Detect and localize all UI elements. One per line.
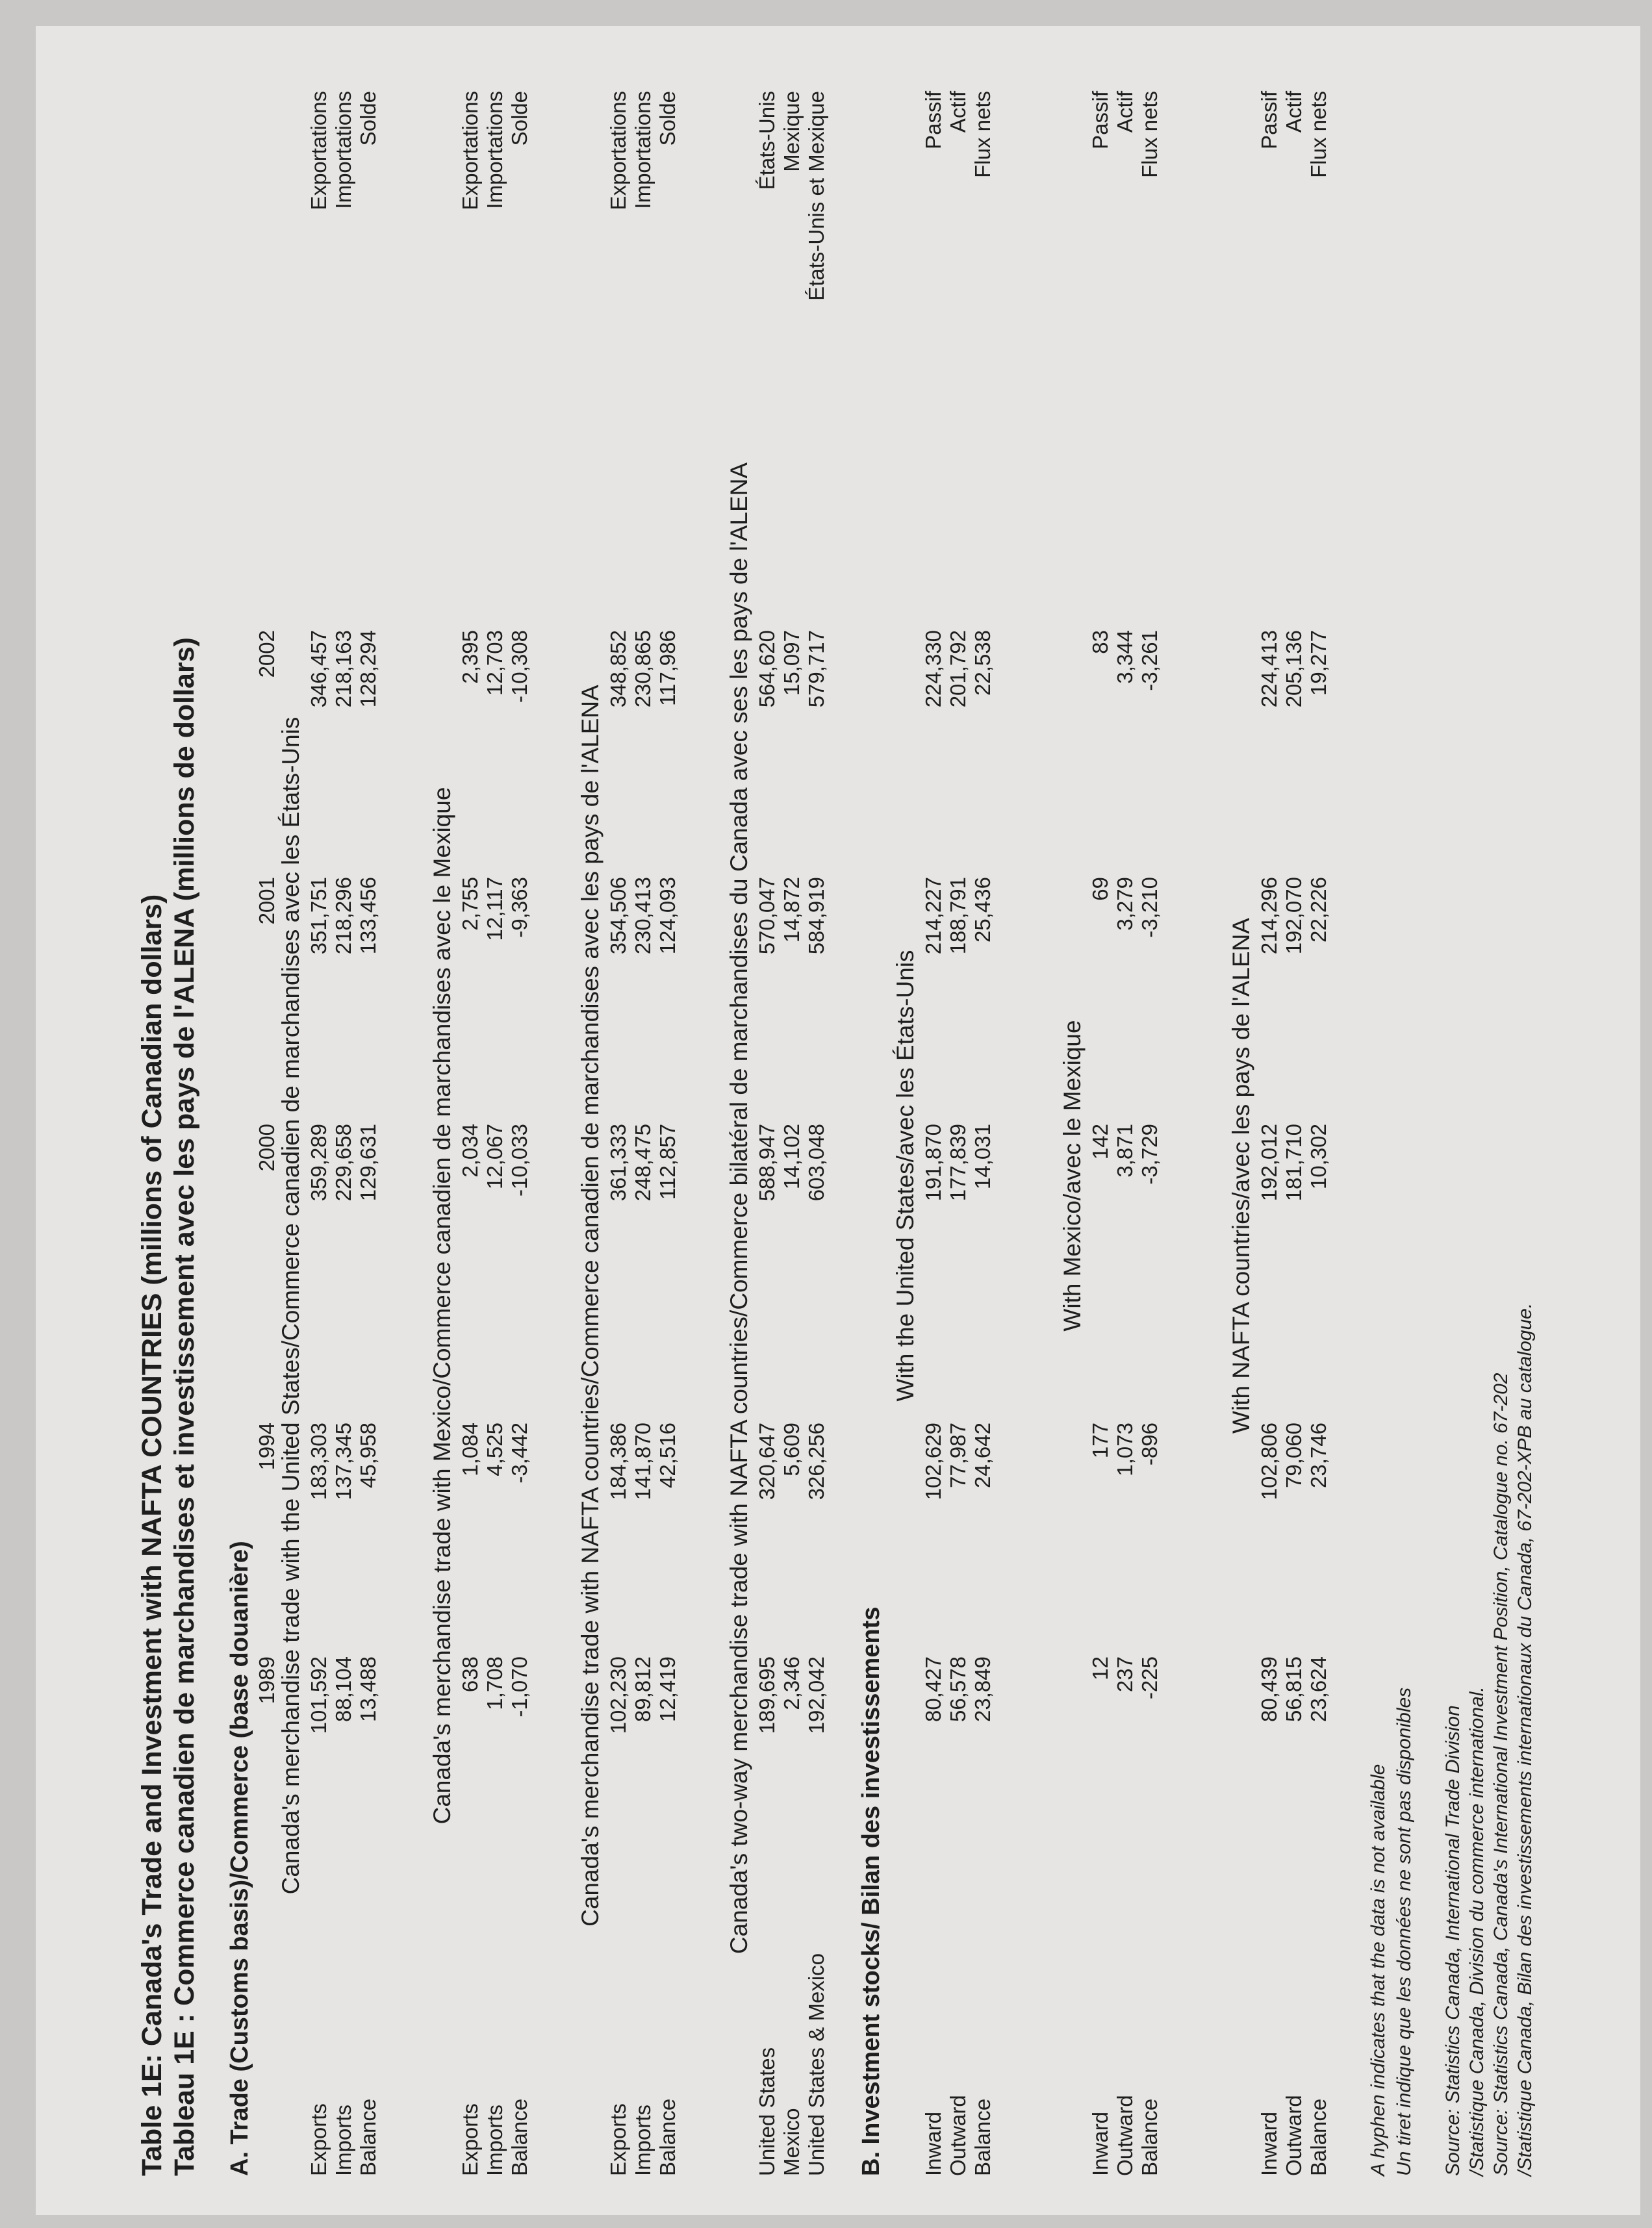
row-label-en: Mexico	[780, 2108, 804, 2176]
cell: 124,093	[655, 877, 680, 955]
cell: 142	[1088, 1124, 1112, 1160]
row-label-en: Outward	[946, 2095, 970, 2176]
cell: 348,852	[606, 630, 630, 708]
footnote-fr: Un tiret indique que les données ne sont pas disponibles	[1393, 1687, 1415, 2176]
block-heading: Canada's merchandise trade with NAFTA countries/Commerce canadien de marchandises avec les pays de l'ALENA	[577, 685, 604, 1927]
row-label-fr: Exportations	[606, 91, 630, 210]
table-row	[780, 45, 804, 2215]
footnote-en: A hyphen indicates that the data is not available	[1367, 1764, 1389, 2176]
cell: 69	[1088, 877, 1112, 901]
cell: 351,751	[307, 877, 331, 955]
cell: 237	[1113, 1656, 1137, 1693]
block-heading: With NAFTA countries/avec les pays de l'ALENA	[1228, 918, 1254, 1434]
table-row	[1088, 45, 1113, 2215]
cell: 112,857	[655, 1124, 680, 1200]
row-label-fr: Passif	[921, 91, 945, 149]
cell: 603,048	[804, 1124, 828, 1202]
table-row	[804, 45, 829, 2215]
cell: -3,261	[1137, 630, 1162, 691]
cell: 12,117	[483, 877, 507, 941]
year-2002: 2002	[255, 630, 279, 678]
table-row	[1137, 45, 1162, 2215]
cell: 80,427	[921, 1656, 945, 1722]
row-label-fr: États-Unis et Mexique	[804, 91, 828, 301]
cell: 23,746	[1306, 1423, 1330, 1488]
table-row	[356, 45, 381, 2215]
row-label-en: Balance	[356, 2098, 380, 2176]
cell: 588,947	[755, 1124, 779, 1202]
cell: 2,346	[780, 1656, 804, 1710]
row-label-fr: Importations	[331, 91, 355, 209]
cell: 141,870	[631, 1423, 655, 1500]
cell: 137,345	[331, 1423, 355, 1500]
year-2001: 2001	[255, 877, 279, 925]
row-label-fr: Flux nets	[1306, 91, 1330, 178]
row-label-en: United States & Mexico	[804, 1953, 828, 2176]
trade-block-mexico	[429, 45, 539, 2215]
cell: 359,289	[307, 1124, 331, 1202]
row-label-en: Balance	[655, 2098, 680, 2176]
cell: 80,439	[1257, 1656, 1281, 1722]
cell: -9,363	[507, 877, 531, 938]
row-label-fr: Solde	[655, 91, 680, 146]
cell: 361,333	[606, 1124, 630, 1202]
source-line-3: Source: Statistics Canada, Canada's International Investment Position, Catalogue no. 67-202	[1490, 1373, 1512, 2176]
cell: -225	[1137, 1656, 1162, 1700]
row-label-en: Imports	[631, 2104, 655, 2176]
row-label-en: Exports	[606, 2103, 630, 2176]
cell: 12,703	[483, 630, 507, 696]
cell: 128,294	[356, 630, 380, 708]
cell: 12	[1088, 1656, 1112, 1680]
cell: 218,296	[331, 877, 355, 955]
table-row	[971, 45, 995, 2215]
year-header-row	[255, 45, 281, 2215]
cell: 23,624	[1306, 1656, 1330, 1722]
row-label-fr: Importations	[631, 91, 655, 209]
row-label-en: Inward	[1088, 2111, 1112, 2176]
cell: 1,084	[458, 1423, 482, 1476]
cell: 12,067	[483, 1124, 507, 1189]
cell: 224,330	[921, 630, 945, 708]
table-row	[946, 45, 971, 2215]
rotated-table-sheet	[101, 45, 1652, 2215]
table-row	[458, 45, 483, 2215]
row-label-en: Balance	[1137, 2098, 1162, 2176]
cell: 45,958	[356, 1423, 380, 1488]
block-heading: With the United States/avec les États-Unis	[892, 950, 919, 1402]
cell: 638	[458, 1656, 482, 1693]
cell: 101,592	[307, 1656, 331, 1734]
cell: 4,525	[483, 1423, 507, 1476]
row-label-en: Balance	[971, 2098, 995, 2176]
cell: 22,538	[971, 630, 995, 696]
trade-block-nafta	[577, 45, 687, 2215]
table-row	[1306, 45, 1331, 2215]
row-label-fr: Mexique	[780, 91, 804, 172]
cell: 183,303	[307, 1423, 331, 1500]
row-label-en: Imports	[483, 2104, 507, 2176]
table-row	[921, 45, 946, 2215]
cell: 1,708	[483, 1656, 507, 1710]
cell: 19,277	[1306, 630, 1330, 696]
cell: -3,442	[507, 1423, 531, 1484]
table-row	[1257, 45, 1282, 2215]
cell: 79,060	[1282, 1423, 1306, 1488]
cell: 2,755	[458, 877, 482, 931]
cell: 25,436	[971, 877, 995, 943]
cell: 102,230	[606, 1656, 630, 1734]
cell: 14,031	[971, 1124, 995, 1189]
investment-block-mexico	[1059, 45, 1169, 2215]
cell: 248,475	[631, 1124, 655, 1202]
cell: 102,629	[921, 1423, 945, 1500]
cell: 326,256	[804, 1423, 828, 1500]
year-1994: 1994	[255, 1423, 279, 1471]
table-row	[606, 45, 631, 2215]
row-label-fr: Actif	[1113, 91, 1137, 133]
row-label-en: Exports	[458, 2103, 482, 2176]
row-label-fr: Exportations	[307, 91, 331, 210]
cell: 570,047	[755, 877, 779, 955]
cell: 346,457	[307, 630, 331, 708]
year-2000: 2000	[255, 1124, 279, 1172]
row-label-fr: Solde	[356, 91, 380, 146]
cell: 13,488	[356, 1656, 380, 1722]
table-row	[655, 45, 680, 2215]
cell: 230,865	[631, 630, 655, 708]
cell: 77,987	[946, 1423, 970, 1488]
cell: 129,631	[356, 1124, 380, 1202]
investment-block-us	[892, 45, 1002, 2215]
cell: 224,413	[1257, 630, 1281, 708]
cell: -896	[1137, 1423, 1162, 1466]
cell: 24,642	[971, 1423, 995, 1488]
row-label-en: United States	[755, 2047, 779, 2176]
cell: 184,386	[606, 1423, 630, 1500]
cell: 177	[1088, 1423, 1112, 1459]
trade-block-two-way	[726, 45, 836, 2215]
table-title-en: Table 1E: Canada's Trade and Investment with NAFTA COUNTRIES (millions of Canadian dollars)	[136, 894, 168, 2176]
row-label-fr: Importations	[483, 91, 507, 209]
cell: 177,839	[946, 1124, 970, 1202]
block-heading: With Mexico/avec le Mexique	[1059, 1020, 1086, 1332]
cell: 188,791	[946, 877, 970, 955]
cell: 117,986	[655, 630, 680, 706]
cell: 42,516	[655, 1423, 680, 1488]
table-row	[331, 45, 356, 2215]
cell: 1,073	[1113, 1423, 1137, 1476]
cell: 56,815	[1282, 1656, 1306, 1722]
row-label-en: Outward	[1282, 2095, 1306, 2176]
table-row	[483, 45, 507, 2215]
cell: -10,308	[507, 630, 531, 703]
table-row	[507, 45, 532, 2215]
row-label-en: Outward	[1113, 2095, 1137, 2176]
cell: 12,419	[655, 1656, 680, 1722]
cell: 15,097	[780, 630, 804, 696]
cell: -1,070	[507, 1656, 531, 1717]
row-label-fr: Exportations	[458, 91, 482, 210]
source-line-4: /Statistique Canada, Bilan des investissements internationaux du Canada, 67-202-XPB au catalogue.	[1514, 1302, 1536, 2176]
cell: 214,296	[1257, 877, 1281, 955]
cell: 192,012	[1257, 1124, 1281, 1202]
cell: 2,395	[458, 630, 482, 684]
row-label-fr: États-Unis	[755, 91, 779, 190]
cell: 579,717	[804, 630, 828, 708]
cell: 89,812	[631, 1656, 655, 1722]
row-label-en: Inward	[921, 2111, 945, 2176]
row-label-fr: Flux nets	[971, 91, 995, 178]
cell: -10,033	[507, 1124, 531, 1196]
table-row	[631, 45, 655, 2215]
cell: 3,344	[1113, 630, 1137, 684]
row-label-en: Imports	[331, 2104, 355, 2176]
cell: 2,034	[458, 1124, 482, 1178]
block-heading: Canada's merchandise trade with Mexico/Commerce canadien de marchandises avec le Mexique	[429, 787, 455, 1825]
investment-block-nafta	[1228, 45, 1338, 2215]
row-label-fr: Flux nets	[1137, 91, 1162, 178]
table-title-fr: Tableau 1E : Commerce canadien de marchandises et investissement avec les pays de l'ALENA (millions de dollars)	[169, 637, 200, 2176]
cell: 354,506	[606, 877, 630, 955]
row-label-fr: Solde	[507, 91, 531, 146]
year-1989: 1989	[255, 1656, 279, 1704]
cell: 229,658	[331, 1124, 355, 1202]
block-heading: Canada's merchandise trade with the United States/Commerce canadien de marchandises avec les États-Unis	[277, 716, 304, 1895]
row-label-en: Balance	[507, 2098, 531, 2176]
trade-block-us	[277, 45, 388, 2215]
cell: 14,872	[780, 877, 804, 943]
cell: 230,413	[631, 877, 655, 955]
cell: 192,070	[1282, 877, 1306, 955]
scanned-page	[36, 26, 1640, 2215]
cell: 5,609	[780, 1423, 804, 1476]
cell: 88,104	[331, 1656, 355, 1722]
cell: 191,870	[921, 1124, 945, 1202]
cell: 3,279	[1113, 877, 1137, 931]
section-b-heading: B. Investment stocks/ Bilan des investissements	[858, 1606, 885, 2176]
row-label-en: Exports	[307, 2103, 331, 2176]
table-row	[1282, 45, 1306, 2215]
source-line-2: /Statistique Canada, Division du commerce international.	[1466, 1686, 1488, 2176]
row-label-fr: Actif	[1282, 91, 1306, 133]
row-label-en: Balance	[1306, 2098, 1330, 2176]
row-label-fr: Passif	[1088, 91, 1112, 149]
cell: -3,210	[1137, 877, 1162, 938]
cell: 102,806	[1257, 1423, 1281, 1500]
cell: 584,919	[804, 877, 828, 955]
block-heading: Canada's two-way merchandise trade with NAFTA countries/Commerce bilatéral de marchandises du Canada avec ses les pays de l'ALENA	[726, 462, 752, 1955]
cell: 181,710	[1282, 1124, 1306, 1202]
table-row	[755, 45, 780, 2215]
table-row	[307, 45, 331, 2215]
cell: 201,792	[946, 630, 970, 708]
cell: 14,102	[780, 1124, 804, 1189]
cell: 3,871	[1113, 1124, 1137, 1178]
row-label-fr: Passif	[1257, 91, 1281, 149]
row-label-fr: Actif	[946, 91, 970, 133]
cell: 23,849	[971, 1656, 995, 1722]
cell: 205,136	[1282, 630, 1306, 708]
cell: 214,227	[921, 877, 945, 955]
cell: 10,302	[1306, 1124, 1330, 1189]
cell: 56,578	[946, 1656, 970, 1722]
cell: 564,620	[755, 630, 779, 708]
cell: 83	[1088, 630, 1112, 654]
cell: 320,647	[755, 1423, 779, 1500]
cell: 189,695	[755, 1656, 779, 1734]
cell: -3,729	[1137, 1124, 1162, 1185]
section-a-heading: A. Trade (Customs basis)/Commerce (base douanière)	[226, 1541, 253, 2176]
source-line-1: Source: Statistics Canada, International Trade Division	[1442, 1705, 1464, 2176]
cell: 218,163	[331, 630, 355, 708]
cell: 133,456	[356, 877, 380, 955]
row-label-en: Inward	[1257, 2111, 1281, 2176]
cell: 22,226	[1306, 877, 1330, 943]
table-row	[1113, 45, 1137, 2215]
cell: 192,042	[804, 1656, 828, 1734]
